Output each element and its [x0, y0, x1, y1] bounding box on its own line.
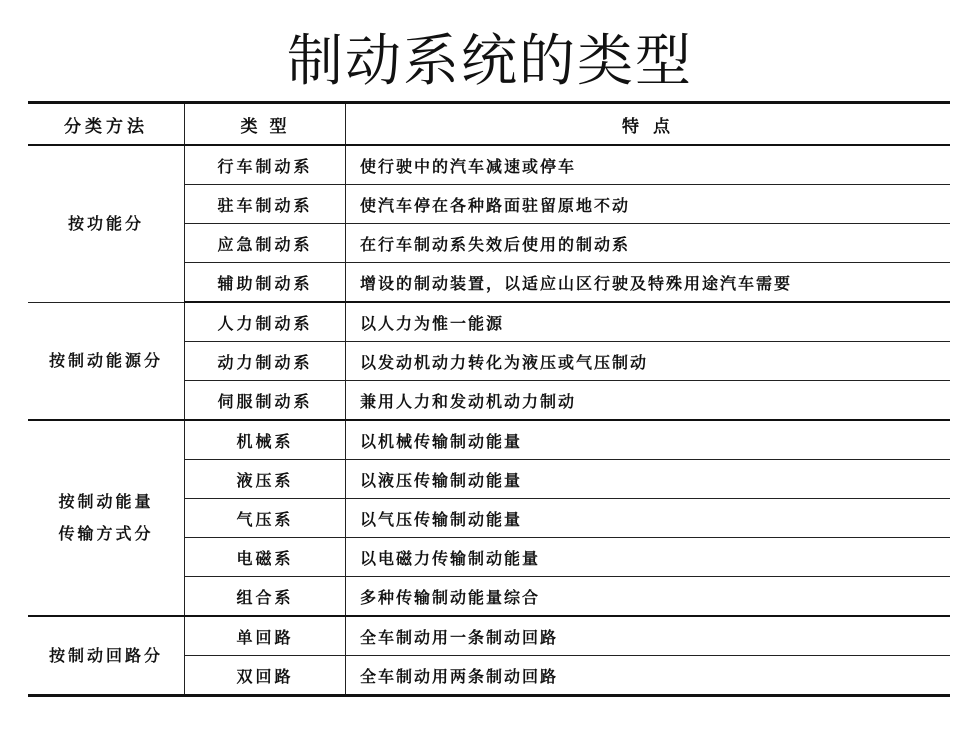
feature-cell: 以气压传输制动能量 [346, 499, 951, 538]
header-feature: 特 点 [346, 103, 951, 146]
method-cell [28, 420, 185, 616]
type-cell: 伺服制动系 [185, 381, 346, 421]
method-cell: 按制动回路分 [28, 616, 185, 696]
feature-cell: 全车制动用一条制动回路 [346, 616, 951, 656]
feature-cell: 在行车制动系失效后使用的制动系 [346, 224, 951, 263]
type-cell: 应急制动系 [185, 224, 346, 263]
type-cell: 单回路 [185, 616, 346, 656]
feature-cell: 以机械传输制动能量 [346, 420, 951, 460]
table-header-row [28, 103, 950, 146]
feature-cell: 使行驶中的汽车减速或停车 [346, 145, 951, 185]
feature-cell: 增设的制动装置，以适应山区行驶及特殊用途汽车需要 [346, 263, 951, 303]
page-title: 制动系统的类型 [287, 29, 693, 94]
feature-cell: 以电磁力传输制动能量 [346, 538, 951, 577]
method-line-2: 传输方式分 [58, 524, 154, 543]
header-type: 类 型 [185, 103, 346, 146]
type-cell: 双回路 [185, 656, 346, 696]
type-cell: 行车制动系 [185, 145, 346, 185]
feature-cell: 以液压传输制动能量 [346, 460, 951, 499]
type-cell: 组合系 [185, 577, 346, 617]
feature-cell: 全车制动用两条制动回路 [346, 656, 951, 696]
method-line-1: 按制动能量 [58, 492, 154, 511]
type-cell: 电磁系 [185, 538, 346, 577]
header-method: 分类方法 [28, 103, 185, 146]
table-row [28, 616, 950, 656]
table-row [28, 420, 950, 460]
type-cell: 人力制动系 [185, 302, 346, 342]
table-row [28, 145, 950, 185]
feature-cell: 多种传输制动能量综合 [346, 577, 951, 617]
type-cell: 动力制动系 [185, 342, 346, 381]
feature-cell: 兼用人力和发动机动力制动 [346, 381, 951, 421]
table-row [28, 302, 950, 342]
brake-types-table [28, 101, 950, 697]
feature-cell: 以人力为惟一能源 [346, 302, 951, 342]
feature-cell: 以发动机动力转化为液压或气压制动 [346, 342, 951, 381]
type-cell: 液压系 [185, 460, 346, 499]
type-cell: 机械系 [185, 420, 346, 460]
method-cell: 按制动能源分 [28, 302, 185, 420]
method-cell: 按功能分 [28, 145, 185, 302]
feature-cell: 使汽车停在各种路面驻留原地不动 [346, 185, 951, 224]
type-cell: 辅助制动系 [185, 263, 346, 303]
type-cell: 气压系 [185, 499, 346, 538]
type-cell: 驻车制动系 [185, 185, 346, 224]
